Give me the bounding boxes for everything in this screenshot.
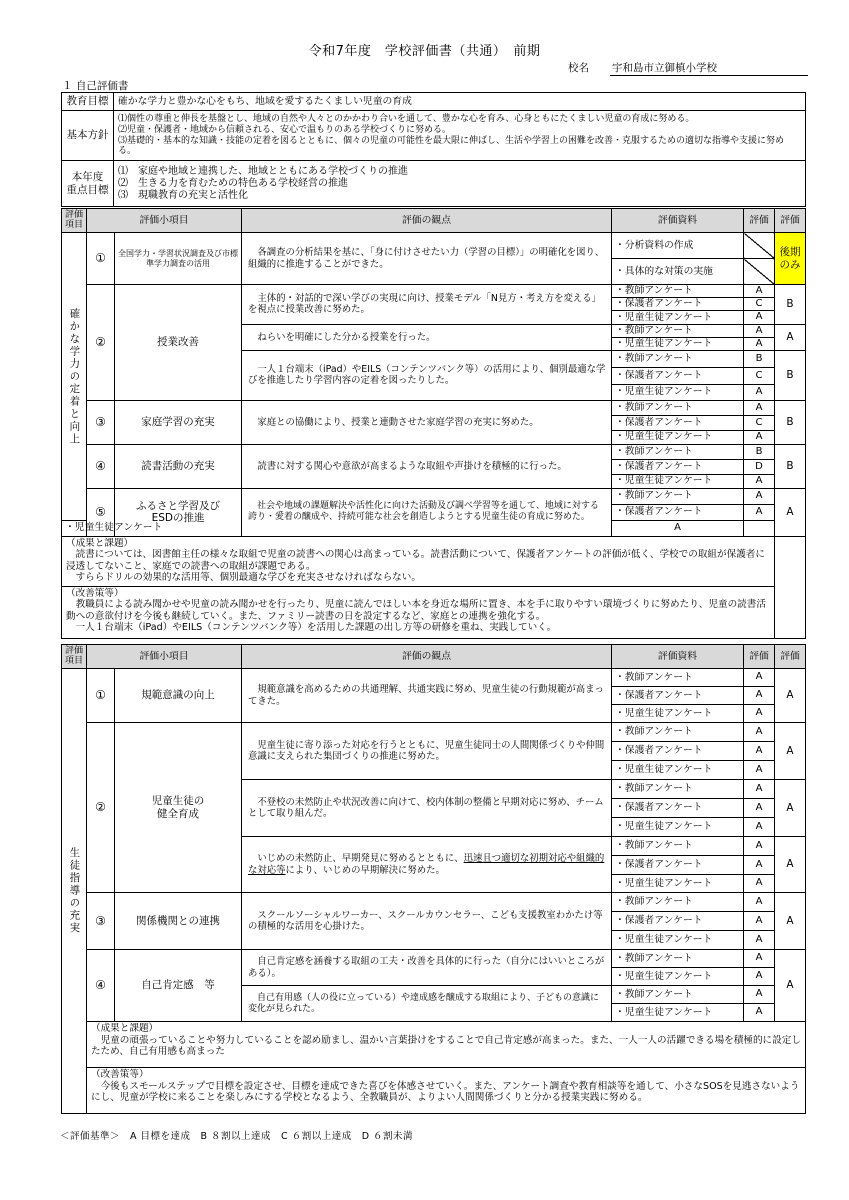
material: ・保護者アンケート bbox=[612, 799, 744, 818]
material: ・教師アンケート bbox=[612, 893, 744, 912]
item-number: ① bbox=[87, 669, 115, 723]
eval: A bbox=[744, 687, 775, 705]
results-academic bbox=[62, 536, 775, 586]
material: ・教師アンケート bbox=[612, 444, 744, 459]
eval: A bbox=[744, 875, 775, 893]
material: ・児童生徒アンケート bbox=[612, 968, 744, 986]
material: ・教師アンケート bbox=[612, 400, 744, 415]
eval: A bbox=[744, 400, 775, 415]
header-viewpoint: 評価の観点 bbox=[242, 209, 612, 233]
item-number: ③ bbox=[87, 893, 115, 950]
overall-eval-later-only: 後期のみ bbox=[775, 233, 806, 285]
viewpoint: 社会や地域の課題解決や活性化に向けた活動及び調べ学習等を通して、地域に対する誇り・愛着の醸成や、持続可能な社会を創造しようとする児童生徒の育成に努めた。 bbox=[242, 488, 612, 536]
overall-eval: A bbox=[775, 780, 806, 837]
material: ・児童生徒アンケート bbox=[612, 1004, 744, 1022]
eval: A bbox=[744, 912, 775, 931]
eval: A bbox=[744, 337, 775, 350]
document-title: 令和7年度 学校評価書（共通） 前期 bbox=[308, 44, 541, 59]
material: ・保護者アンケート bbox=[612, 298, 744, 311]
item-number: ⑤ bbox=[87, 488, 115, 536]
section-title: １ 自己評価書 bbox=[62, 80, 129, 92]
viewpoint: 自己有用感（人の役に立っている）や達成感を醸成する取組により、子どもの意識に変化が見られた。 bbox=[242, 986, 612, 1022]
material: ・教師アンケート bbox=[612, 837, 744, 856]
material: ・保護者アンケート bbox=[612, 459, 744, 474]
material: ・教師アンケート bbox=[612, 950, 744, 968]
key-goal-item: ⑴ 家庭や地域と連携した、地域とともにある学校づくりの推進 bbox=[118, 165, 408, 177]
goal-text: 確かな学力と豊かな心をもち、地域を愛するたくましい児童の育成 bbox=[114, 93, 806, 111]
material: ・保護者アンケート bbox=[612, 504, 744, 520]
material: ・児童生徒アンケート bbox=[612, 474, 744, 488]
viewpoint: 各調査の分析結果を基に、「身に付けさせたい力（学習の目標）」の明確化を図り、組織的に推進することができた。 bbox=[242, 233, 612, 285]
overall-eval: B bbox=[775, 444, 806, 488]
eval: B bbox=[744, 444, 775, 459]
item-name: 児童生徒の 健全育成 bbox=[115, 723, 242, 893]
improve-text: 今後もスモールステップで目標を設定させ、目標を達成できた喜びを体感させていく。また、アンケート調査や教育相談等を通して、小さなSOSを見逃さないようにし、児童が学校に来ることを楽しみにする学校となるよう、全教職員が、よりよい人間関係づくりと分かる授業実践に努める。 bbox=[91, 1080, 800, 1103]
guidance-evaluation-table bbox=[61, 644, 806, 1114]
policy-item: ⑶基礎的・基本的な知識・技能の定着を図るとともに、個々の児童の可能性を最大限に伸ばし、生活や学習上の困難を改善・克服するための適切な指導や支援に努める。 bbox=[118, 135, 785, 157]
material: ・保護者アンケート bbox=[612, 742, 744, 761]
improve-label: （改善策等） bbox=[66, 587, 124, 599]
header-viewpoint: 評価の観点 bbox=[242, 645, 612, 669]
eval: C bbox=[744, 298, 775, 311]
goals-table bbox=[61, 92, 806, 207]
school-name-row bbox=[568, 60, 808, 76]
viewpoint: いじめの未然防止、早期発見に努めるとともに、迅速且つ適切な初期対応や組織的な対応等により、いじめの早期解決に努めた。 bbox=[242, 837, 612, 893]
item-number: ② bbox=[87, 285, 115, 401]
header-sub-item: 評価小項目 bbox=[87, 645, 242, 669]
eval: A bbox=[744, 430, 775, 444]
material: ・保護者アンケート bbox=[612, 367, 744, 384]
key-goal-label: 本年度 重点目標 bbox=[62, 161, 114, 207]
results-text: 読書については、図書館主任の様々な取組で児童の読書への関心は高まっている。読書活動について、保護者アンケートの評価が低く、学校での取組が保護者に浸透してないこと、家庭での読書への取組が課題である。 すららドリルの効果的な活用等、個別最適な学びを充実させなければならない。 bbox=[66, 549, 765, 584]
underlined-text: 迅速且つ適切な初期対応や組織的な対応等 bbox=[248, 853, 605, 876]
eval: A bbox=[744, 504, 775, 520]
item-number: ③ bbox=[87, 400, 115, 444]
viewpoint: 児童生徒に寄り添った対応を行うとともに、児童生徒同士の人間関係づくりや仲間意識に支えられた集団づくりの推進に努めた。 bbox=[242, 723, 612, 780]
eval: A bbox=[744, 311, 775, 324]
material: ・保護者アンケート bbox=[612, 687, 744, 705]
material: ・教師アンケート bbox=[612, 986, 744, 1004]
eval: A bbox=[744, 474, 775, 488]
school-label: 校名 bbox=[568, 62, 589, 74]
material: ・児童生徒アンケート bbox=[612, 931, 744, 950]
viewpoint: 規範意識を高めるための共通理解、共通実践に努め、児童生徒の行動規範が高まってきた。 bbox=[242, 669, 612, 723]
material: ・児童生徒アンケート bbox=[612, 311, 744, 324]
key-goals bbox=[114, 161, 806, 207]
material: ・児童生徒アンケート bbox=[612, 875, 744, 893]
improvements-academic bbox=[62, 586, 775, 638]
material: ・児童生徒アンケート bbox=[612, 337, 744, 350]
eval: A bbox=[744, 968, 775, 986]
header-eval-overall: 評価 bbox=[775, 645, 806, 669]
item-name: 読書活動の充実 bbox=[115, 444, 242, 488]
academic-evaluation-table bbox=[61, 208, 806, 639]
eval: A bbox=[744, 324, 775, 337]
results-label: （成果と課題） bbox=[91, 1023, 159, 1034]
header-material: 評価資料 bbox=[612, 209, 744, 233]
material: ・分析資料の作成 bbox=[612, 233, 744, 259]
item-name: 家庭学習の充実 bbox=[115, 400, 242, 444]
eval: A bbox=[744, 780, 775, 799]
material: ・児童生徒アンケート bbox=[612, 705, 744, 723]
overall-eval: A bbox=[775, 950, 806, 1022]
material: ・児童生徒アンケート bbox=[612, 761, 744, 780]
eval-cell-slashed bbox=[744, 259, 775, 285]
eval: B bbox=[744, 350, 775, 367]
improve-label: （改善策等） bbox=[91, 1069, 149, 1080]
eval: C bbox=[744, 367, 775, 384]
material: ・児童生徒アンケート bbox=[612, 430, 744, 444]
goal-label: 教育目標 bbox=[62, 93, 114, 111]
material: ・児童生徒アンケート bbox=[612, 818, 744, 837]
item-number: ① bbox=[87, 233, 115, 285]
material: ・教師アンケート bbox=[612, 780, 744, 799]
viewpoint: 不登校の未然防止や状況改善に向けて、校内体制の整備と早期対応に努め、チームとして取り組んだ。 bbox=[242, 780, 612, 837]
viewpoint: 読書に対する関心や意欲が高まるような取組や声掛けを積極的に行った。 bbox=[242, 444, 612, 488]
eval: A bbox=[744, 723, 775, 742]
overall-eval: B bbox=[775, 350, 806, 400]
key-goal-item: ⑵ 生きる力を育むための特色ある学校経営の推進 bbox=[118, 177, 348, 189]
material: ・教師アンケート bbox=[612, 488, 744, 504]
category-academic: 確かな学力の定着と向上 bbox=[62, 233, 87, 521]
item-name: 授業改善 bbox=[115, 285, 242, 401]
overall-eval: A bbox=[775, 324, 806, 350]
eval: A bbox=[744, 384, 775, 400]
eval: C bbox=[744, 415, 775, 430]
key-goal-item: ⑶ 現職教育の充実と活性化 bbox=[118, 189, 248, 201]
viewpoint: 家庭との協働により、授業と連動させた家庭学習の充実に努めた。 bbox=[242, 400, 612, 444]
eval: D bbox=[744, 459, 775, 474]
eval: A bbox=[744, 950, 775, 968]
eval: A bbox=[744, 931, 775, 950]
eval: A bbox=[744, 285, 775, 298]
eval: A bbox=[744, 799, 775, 818]
item-name: 関係機関との連携 bbox=[115, 893, 242, 950]
header-sub-item: 評価小項目 bbox=[87, 209, 242, 233]
header-material: 評価資料 bbox=[612, 645, 744, 669]
viewpoint: スクールソーシャルワーカー、スクールカウンセラー、こども支援教室わかたけ等の積極的な活用を心掛けた。 bbox=[242, 893, 612, 950]
item-name: 全国学力・学習状況調査及び市標準学力調査の活用 bbox=[115, 233, 242, 285]
viewpoint: 一人１台端末（iPad）やEILS（コンテンツバンク等）の活用により、個別最適な学びを推進したり学習内容の定着を図ったりした。 bbox=[242, 350, 612, 400]
material: ・教師アンケート bbox=[612, 324, 744, 337]
eval: A bbox=[744, 986, 775, 1004]
eval: A bbox=[744, 488, 775, 504]
results-guidance bbox=[87, 1022, 806, 1068]
viewpoint: ねらいを明確にした分かる授業を行った。 bbox=[242, 324, 612, 350]
overall-eval: A bbox=[775, 669, 806, 723]
improvements-guidance bbox=[87, 1068, 806, 1114]
eval: A bbox=[744, 742, 775, 761]
material: ・教師アンケート bbox=[612, 350, 744, 367]
item-number: ④ bbox=[87, 950, 115, 1022]
category-guidance: 生徒指導の充実 bbox=[62, 669, 87, 1114]
viewpoint: 自己肯定感を涵養する取組の工夫・改善を具体的に行った（自分にはいいところがある）。 bbox=[242, 950, 612, 986]
item-name: ふるさと学習及び ESDの推進 bbox=[115, 488, 242, 536]
eval: A bbox=[612, 520, 744, 536]
material: ・教師アンケート bbox=[612, 723, 744, 742]
results-text: 児童の頑張っていることや努力していることを認め励まし、温かい言葉掛けをすることで自己肯定感が高まった。また、一人一人の活躍できる場を積極的に設定したため、自己有用感も高まった bbox=[91, 1034, 801, 1057]
eval-cell-slashed bbox=[744, 233, 775, 259]
overall-eval: A bbox=[775, 893, 806, 950]
eval: A bbox=[744, 856, 775, 875]
policy-item: ⑴個性の尊重と伸長を基盤とし、地域の自然や人々とのかかわり合いを通して、豊かな心を育み、心身ともにたくましい児童の育成に努める。 bbox=[118, 113, 695, 124]
eval: A bbox=[744, 761, 775, 780]
policy-text bbox=[114, 111, 806, 161]
material: ・教師アンケート bbox=[612, 669, 744, 687]
overall-eval: A bbox=[775, 488, 806, 536]
evaluation-criteria: ＜評価基準＞ A 目標を達成 B ８割以上達成 C ６割以上達成 D ６割未満 bbox=[60, 1131, 414, 1142]
header-eval-overall: 評価 bbox=[775, 209, 806, 233]
eval: A bbox=[744, 893, 775, 912]
header-eval: 評価 bbox=[744, 209, 775, 233]
results-label: （成果と課題） bbox=[66, 537, 134, 549]
overall-eval: A bbox=[775, 723, 806, 780]
viewpoint: 主体的・対話的で深い学びの実現に向け、授業モデル「N見方・考え方を変える」を視点に授業改善に努めた。 bbox=[242, 285, 612, 325]
overall-eval: B bbox=[775, 285, 806, 325]
overall-eval: A bbox=[775, 837, 806, 893]
item-name: 自己肯定感 等 bbox=[115, 950, 242, 1022]
material: ・保護者アンケート bbox=[612, 856, 744, 875]
material: ・児童生徒アンケート bbox=[62, 520, 87, 536]
eval: A bbox=[744, 669, 775, 687]
policy-item: ⑵児童・保護者・地域から信頼される、安心で温もりのある学校づくりに努める。 bbox=[118, 124, 452, 135]
item-number: ② bbox=[87, 723, 115, 893]
eval: A bbox=[744, 705, 775, 723]
material: ・具体的な対策の実施 bbox=[612, 259, 744, 285]
item-number: ④ bbox=[87, 444, 115, 488]
eval: A bbox=[744, 1004, 775, 1022]
header-eval: 評価 bbox=[744, 645, 775, 669]
overall-eval: B bbox=[775, 400, 806, 444]
material: ・保護者アンケート bbox=[612, 415, 744, 430]
policy-label: 基本方針 bbox=[62, 111, 114, 161]
material: ・保護者アンケート bbox=[612, 912, 744, 931]
improve-text: 教職員による読み聞かせや児童の読み聞かせを行ったり、児童に読んでほしい本を身近な場所に置き、本を手に取りやすい環境づくりに努めたり、児童の読書活動への意欲付けを今後も継続していく。また、ファミリー読書の日を設定するなど、家庭との連携を強化する。 一人１台端末（iPad）やEILS（コンテンツバンク等）を活用した課題の出し方等の研修を重ね、実践していく。 bbox=[66, 599, 766, 634]
material: ・児童生徒アンケート bbox=[612, 384, 744, 400]
header-item: 評価項目 bbox=[62, 209, 87, 233]
item-name: 規範意識の向上 bbox=[115, 669, 242, 723]
eval: A bbox=[744, 837, 775, 856]
material: ・教師アンケート bbox=[612, 285, 744, 298]
school-name: 宇和島市立御槙小学校 bbox=[610, 60, 808, 76]
header-item: 評価項目 bbox=[62, 645, 87, 669]
eval: A bbox=[744, 818, 775, 837]
